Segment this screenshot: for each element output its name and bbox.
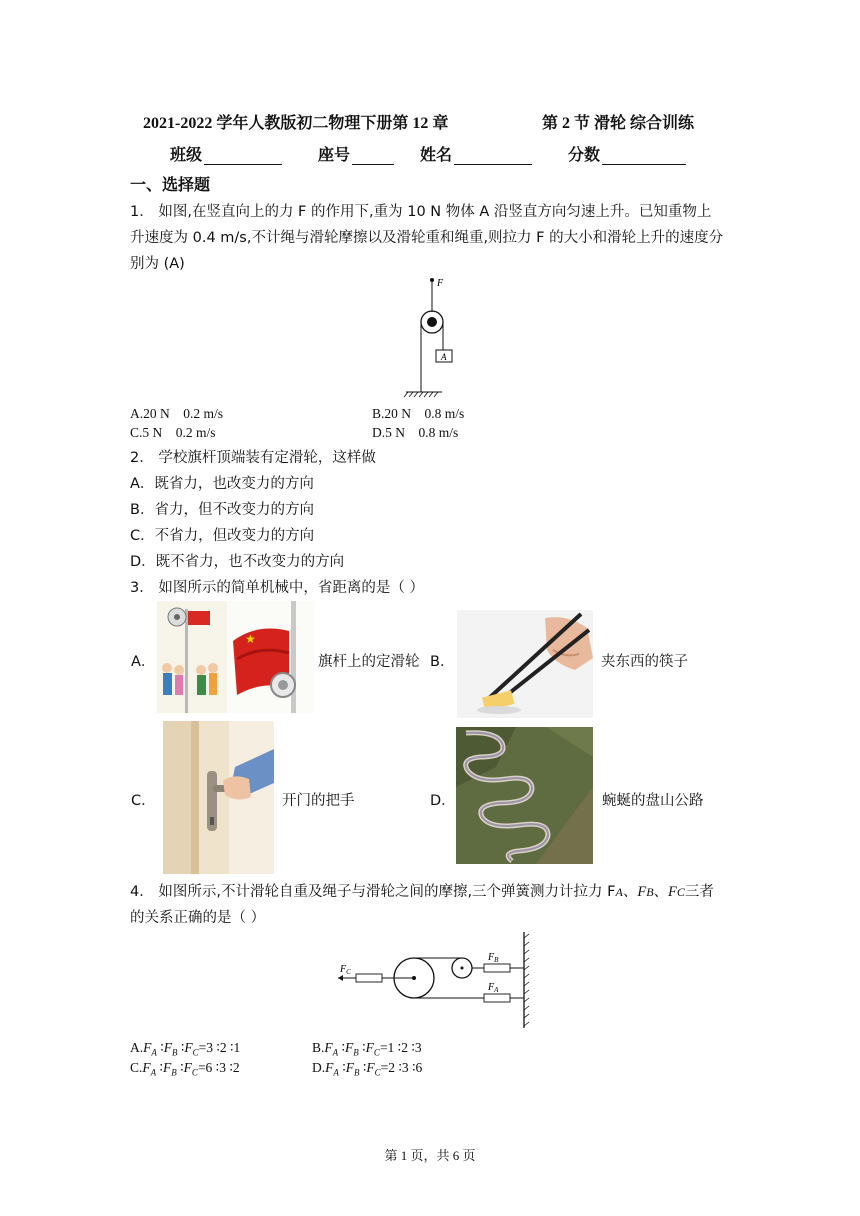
pulley-figure: [400, 274, 470, 400]
page-footer: 第 1 页，共 6 页: [384, 1148, 476, 1163]
q4-line2: 的关系正确的是（ ）: [130, 910, 266, 926]
q1-line2: 升速度为 0.4 m/s,不计绳与滑轮摩擦以及滑轮重和绳重,则拉力 F 的大小和滑轮上升的速度分: [130, 230, 724, 246]
q2-option-b: B．省力，但不改变力的方向: [130, 502, 314, 518]
q2-option-a: A．既省力，也改变力的方向: [130, 476, 314, 492]
q4-line1: 4． 如图所示,不计滑轮自重及绳子与滑轮之间的摩擦,三个弹簧测力计拉力 FA、FB、FC三者: [130, 884, 714, 900]
q3-option-b-letter: B．: [430, 654, 455, 670]
mountain-road-image: [456, 727, 593, 864]
q2-option-c: C．不省力，但改变力的方向: [130, 528, 315, 544]
class-field: 班级: [170, 142, 282, 165]
q1-line1: 1． 如图,在竖直向上的力 F 的作用下,重为 10 N 物体 A 沿竖直方向匀速上升。已知重物上: [130, 204, 712, 220]
q3-option-a-letter: A．: [131, 654, 156, 670]
q1-option-d: D.5 N 0.8 m/s: [372, 425, 459, 440]
q3-option-c-caption: 开门的把手: [282, 793, 355, 809]
q4-option-b: $B.F_A$ $∶F_B$ $∶F_C=1$ ∶2 ∶3: [312, 1040, 422, 1058]
svg-text:FA: $F_A$: [488, 982, 499, 994]
chopsticks-image: [457, 610, 593, 718]
q3-option-c-letter: C．: [131, 793, 156, 809]
section-heading: 一、选择题: [130, 175, 211, 194]
q3-option-d-caption: 蜿蜒的盘山公路: [602, 793, 704, 809]
seat-field: 座号: [318, 142, 394, 165]
q2-stem: 2． 学校旗杆顶端装有定滑轮，这样做: [130, 450, 376, 466]
score-field: 分数: [568, 142, 686, 165]
block-A-label: A: [441, 352, 447, 362]
q3-option-b-caption: 夹东西的筷子: [601, 654, 688, 670]
name-field: 姓名: [420, 142, 532, 165]
q1-option-c: C.5 N 0.2 m/s: [130, 425, 216, 440]
q3-option-d-letter: D．: [430, 793, 456, 809]
force-F-label: F: [437, 278, 444, 289]
q4-option-d: $D.F_A$ $∶F_B$ $∶F_C=2$ ∶3 ∶6: [312, 1060, 423, 1078]
q3-option-a-caption: 旗杆上的定滑轮: [318, 654, 420, 670]
svg-text:FB: $F_B$: [488, 952, 499, 964]
flagpole-pulley-image: [157, 601, 314, 713]
svg-text:FC: $F_C$: [340, 964, 351, 976]
q1-line3: 别为 (A): [130, 256, 185, 272]
svg-text:★: ★: [245, 632, 256, 646]
q4-option-a: $A.F_A$ $∶F_B$ $∶F_C=3$ ∶2 ∶1: [130, 1040, 241, 1058]
door-handle-image: [163, 721, 274, 874]
q4-option-c: $C.F_A$ $∶F_B$ $∶F_C=6$ ∶3 ∶2: [130, 1060, 240, 1078]
document-title: 2021-2022 学年人教版初二物理下册第 12 章: [143, 115, 449, 132]
spring-scale-figure: [334, 930, 534, 1030]
q1-option-a: A.20 N 0.2 m/s: [130, 406, 224, 421]
q1-option-b: B.20 N 0.8 m/s: [372, 406, 465, 421]
section-title: 第 2 节 滑轮 综合训练: [542, 115, 695, 132]
q3-stem: 3． 如图所示的简单机械中，省距离的是（ ）: [130, 580, 424, 596]
q2-option-d: D．既不省力，也不改变力的方向: [130, 554, 345, 570]
